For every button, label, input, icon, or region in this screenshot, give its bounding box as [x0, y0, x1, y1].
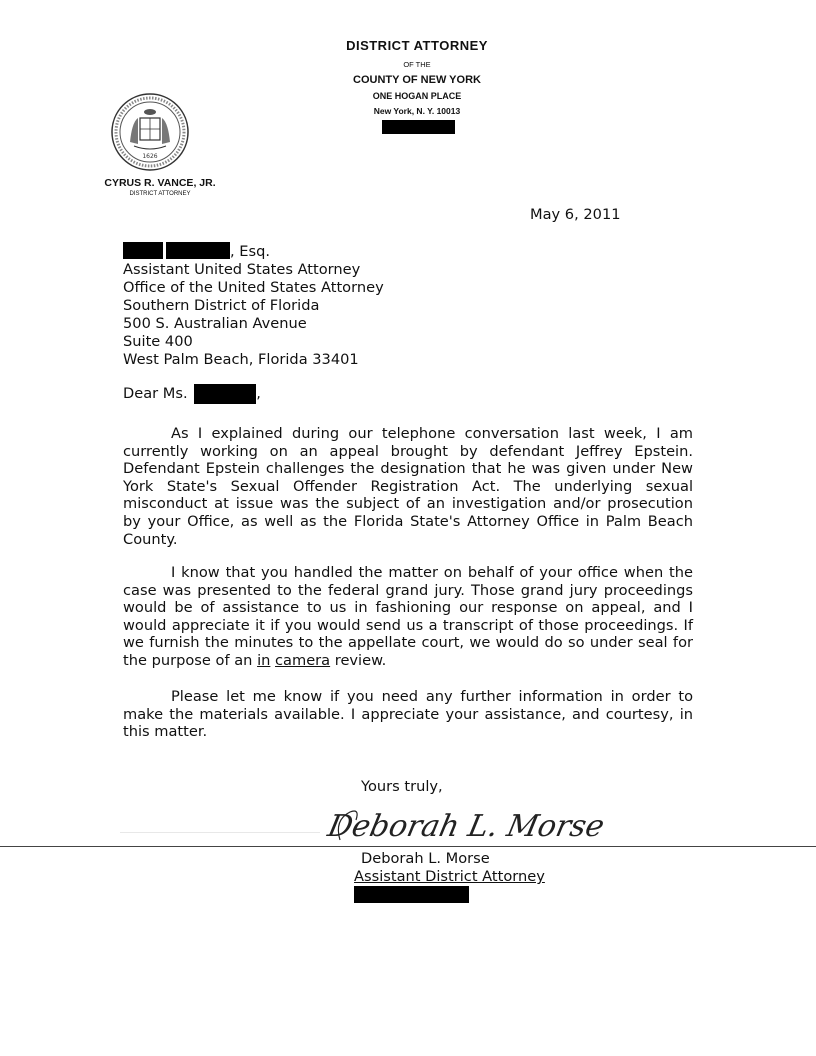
redaction-block: [382, 120, 455, 134]
signature-text: Deborah L. Morse: [324, 809, 608, 844]
paragraph-2-end: review.: [330, 651, 387, 669]
letterhead-of-the: OF THE: [403, 60, 431, 69]
signer-title: [354, 868, 545, 886]
signer-title-text: Assistant District Attorney: [354, 868, 545, 885]
seal-year: 1626: [142, 153, 158, 160]
paragraph-2: [123, 564, 693, 670]
salutation: [123, 384, 261, 404]
redaction-block: [123, 242, 163, 259]
latin-camera: camera: [275, 651, 331, 669]
recipient-name-line: [123, 242, 270, 260]
salutation-prefix: Dear Ms.: [123, 385, 188, 402]
valediction: Yours truly,: [361, 778, 443, 795]
paragraph-2-text: I know that you handled the matter on behalf of your office when the case was presented to the federal grand jury. Those grand jury proceedings would be of assistance to us in fashioning our response on appeal, and I would appreciate it if you would send us a transcript of those proceedings. If we furnish the minutes to the appellate court, we would do so under seal for the purpose of an: [123, 564, 693, 669]
paragraph-1: As I explained during our telephone conversation last week, I am currently working on an appeal brought by defendant Jeffrey Epstein. Defendant Epstein challenges the designation that he was given under New York State's Sexual Offender Registration Act. The underlying sexual misconduct at issue was the subject of an investigation and/or prosecution by your Office, as well as the Florida State's Attorney Office in Palm Beach County.: [123, 425, 693, 548]
da-title: DISTRICT ATTORNEY: [129, 191, 191, 197]
letter-date: May 6, 2011: [530, 206, 621, 223]
address-line: West Palm Beach, Florida 33401: [123, 351, 359, 368]
address-line: Suite 400: [123, 333, 193, 350]
redaction-block: [166, 242, 230, 259]
address-line: Southern District of Florida: [123, 297, 320, 314]
signature-icon: [324, 800, 608, 848]
redaction-block: [354, 886, 469, 903]
recipient-esq: , Esq.: [230, 243, 271, 260]
da-name: CYRUS R. VANCE, JR.: [104, 177, 216, 189]
letterhead-county: COUNTY OF NEW YORK: [353, 74, 481, 86]
address-line: Office of the United States Attorney: [123, 279, 384, 296]
city-seal-icon: [110, 92, 190, 172]
address-line: Assistant United States Attorney: [123, 261, 361, 278]
horizontal-rule: [0, 846, 816, 847]
paragraph-3: Please let me know if you need any further information in order to make the materials available. I appreciate your assistance, and courtesy, in this matter.: [123, 688, 693, 741]
signer-name: Deborah L. Morse: [361, 850, 490, 867]
address-line: 500 S. Australian Avenue: [123, 315, 307, 332]
letterhead-title: DISTRICT ATTORNEY: [346, 38, 488, 53]
salutation-suffix: ,: [256, 385, 261, 402]
recipient-address: [123, 261, 384, 369]
letterhead-city: New York, N. Y. 10013: [373, 106, 461, 116]
redaction-block: [194, 384, 256, 404]
latin-in: in: [257, 651, 271, 669]
letterhead-street: ONE HOGAN PLACE: [372, 91, 462, 101]
